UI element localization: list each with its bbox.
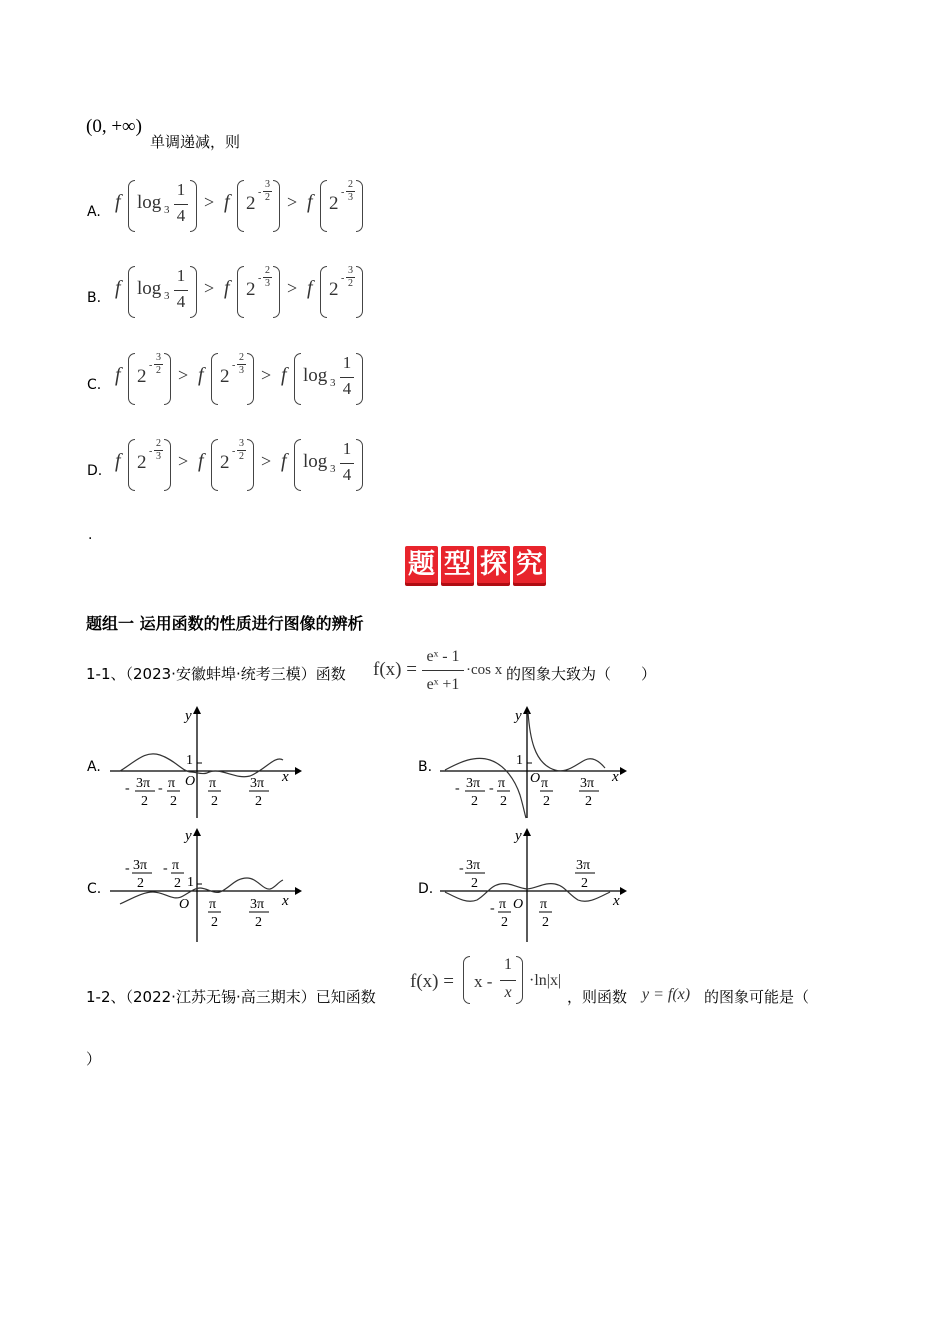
tick-minus: - — [459, 861, 464, 876]
tick-3pi: 3π — [136, 776, 151, 791]
base-two: 2 — [329, 279, 339, 300]
exp-den: 2 — [348, 278, 353, 289]
graph-c — [105, 822, 305, 944]
tick-2: 2 — [255, 794, 262, 809]
exp-num: 3 — [348, 265, 353, 276]
graph-b — [435, 700, 635, 820]
left-paren — [128, 439, 135, 491]
greater-than: > — [261, 451, 272, 471]
q1-func-lhs: f(x) = — [373, 659, 417, 680]
frac-num: 1 — [342, 439, 352, 458]
banner-char: 题 — [405, 546, 438, 583]
tick-2: 2 — [211, 794, 218, 809]
tick-2: 2 — [581, 876, 588, 891]
base-two: 2 — [329, 193, 339, 214]
func-f: f — [307, 277, 313, 299]
tick-2: 2 — [137, 876, 144, 891]
graph-label-c: C. — [87, 881, 102, 897]
frac-den: 4 — [176, 292, 186, 311]
frac-den: 4 — [176, 206, 186, 225]
tick-pi: π — [498, 776, 506, 791]
graph-label-d: D. — [418, 881, 434, 897]
one-label: 1 — [187, 875, 194, 890]
axis-y-label: y — [185, 828, 192, 844]
q2-x-minus: x - — [474, 972, 493, 991]
q2-y-eq: y = f(x) — [642, 986, 691, 1003]
q2-mid: ，则函数 — [567, 988, 628, 1006]
base-two: 2 — [246, 279, 256, 300]
one-label: 1 — [516, 753, 523, 768]
q1-numerator: eˣ - 1 — [426, 648, 460, 665]
y-arrow — [193, 706, 201, 714]
exp-minus: - — [341, 187, 345, 198]
origin-label: O — [179, 897, 190, 912]
func-f: f — [224, 277, 230, 299]
exp-minus: - — [258, 187, 262, 198]
right-paren — [273, 180, 280, 232]
exp-minus: - — [149, 360, 153, 371]
log-text: log — [137, 278, 162, 299]
option-label: B. — [87, 290, 102, 306]
option-label: A. — [87, 204, 101, 220]
q2-suffix: 的图象可能是（ — [704, 988, 810, 1006]
dot-mark: . — [88, 527, 93, 543]
frac-bar — [340, 377, 354, 378]
right-paren — [247, 353, 254, 405]
greater-than: > — [178, 365, 189, 385]
axis-x-label: x — [282, 769, 289, 785]
x-arrow — [620, 767, 627, 775]
graph-label-b: B. — [418, 759, 433, 775]
left-paren — [463, 956, 470, 1004]
base-two: 2 — [137, 366, 147, 387]
right-paren — [356, 266, 363, 318]
right-paren — [190, 266, 197, 318]
tick-pi: π — [172, 858, 180, 873]
func-f: f — [115, 191, 121, 213]
one-label: 1 — [186, 753, 193, 768]
exp-num: 2 — [239, 352, 244, 363]
q2-frac-num: 1 — [504, 956, 512, 973]
func-f: f — [281, 364, 287, 386]
exp-den: 2 — [156, 365, 161, 376]
graph-label-a: A. — [87, 759, 101, 775]
tick-minus: - — [490, 901, 495, 916]
origin-label: O — [530, 771, 541, 786]
log-text: log — [303, 365, 328, 386]
tick-2: 2 — [174, 876, 181, 891]
left-paren — [237, 180, 244, 232]
curve-right — [528, 712, 605, 771]
q1-fraction-bar — [422, 670, 464, 671]
right-paren — [516, 956, 523, 1004]
q1-cos: ·cos x — [466, 662, 503, 678]
right-paren — [247, 439, 254, 491]
axis-x-label: x — [613, 893, 620, 909]
log-text: log — [303, 451, 328, 472]
exp-num: 3 — [156, 352, 161, 363]
tick-pi: π — [168, 776, 176, 791]
right-paren — [190, 180, 197, 232]
x-arrow — [295, 767, 302, 775]
greater-than: > — [287, 278, 298, 298]
q1-prefix: 1-1、（2023·安徽蚌埠·统考三模）函数 — [86, 665, 346, 683]
tick-2: 2 — [543, 794, 550, 809]
q2-prefix: 1-2、（2022·江苏无锡·高三期末）已知函数 — [86, 988, 376, 1006]
frac-num: 1 — [176, 180, 186, 199]
frac-den: 4 — [342, 465, 352, 484]
exp-minus: - — [341, 273, 345, 284]
func-f: f — [307, 191, 313, 213]
tick-2: 2 — [471, 794, 478, 809]
func-f: f — [115, 450, 121, 472]
left-paren — [320, 180, 327, 232]
tick-minus: - — [163, 861, 168, 876]
exp-minus: - — [232, 446, 236, 457]
tick-3pi: 3π — [250, 776, 265, 791]
left-paren — [128, 180, 135, 232]
log-base: 3 — [164, 290, 170, 302]
tick-pi: π — [209, 897, 217, 912]
greater-than: > — [204, 192, 215, 212]
exp-num: 2 — [265, 265, 270, 276]
log-base: 3 — [164, 204, 170, 216]
tick-2: 2 — [170, 794, 177, 809]
log-base: 3 — [330, 463, 336, 475]
left-paren — [294, 353, 301, 405]
frac-den: 4 — [342, 379, 352, 398]
exp-num: 2 — [348, 179, 353, 190]
right-paren — [273, 266, 280, 318]
origin-label: O — [513, 897, 524, 912]
left-paren — [211, 353, 218, 405]
q2-frac-den: x — [504, 984, 512, 1001]
tick-2: 2 — [211, 915, 218, 930]
right-paren — [164, 439, 171, 491]
exp-den: 2 — [239, 451, 244, 462]
axis-x-label: x — [612, 769, 619, 785]
tick-3pi: 3π — [466, 858, 481, 873]
right-paren — [356, 439, 363, 491]
left-paren — [128, 353, 135, 405]
axis-x-label: x — [282, 893, 289, 909]
y-arrow — [523, 706, 531, 714]
interval: (0, +∞) — [86, 116, 142, 137]
greater-than: > — [287, 192, 298, 212]
tick-3pi: 3π — [466, 776, 481, 791]
exp-den: 3 — [265, 278, 270, 289]
frac-num: 1 — [342, 353, 352, 372]
q1-denominator: eˣ +1 — [426, 676, 460, 693]
origin-label: O — [185, 774, 196, 789]
tick-3pi: 3π — [250, 897, 265, 912]
tick-2: 2 — [501, 915, 508, 930]
section-banner — [405, 546, 546, 583]
exp-den: 3 — [156, 451, 161, 462]
intro-text: 单调递减，则 — [150, 133, 241, 151]
q2-ln: ·ln|x| — [529, 972, 562, 989]
banner-char: 究 — [513, 546, 546, 583]
exp-num: 2 — [156, 438, 161, 449]
tick-minus: - — [489, 781, 494, 796]
frac-bar — [174, 290, 188, 291]
q1-suffix: 的图象大致为（ ） — [506, 665, 657, 683]
exp-num: 3 — [239, 438, 244, 449]
tick-minus: - — [125, 861, 130, 876]
frac-bar — [340, 463, 354, 464]
banner-char: 探 — [477, 546, 510, 583]
tick-2: 2 — [255, 915, 262, 930]
greater-than: > — [204, 278, 215, 298]
left-paren — [320, 266, 327, 318]
right-paren — [164, 353, 171, 405]
curve — [120, 754, 283, 777]
greater-than: > — [178, 451, 189, 471]
tick-minus: - — [158, 781, 163, 796]
tick-2: 2 — [585, 794, 592, 809]
tick-pi: π — [541, 776, 549, 791]
tick-2: 2 — [500, 794, 507, 809]
y-arrow — [193, 828, 201, 836]
tick-minus: - — [455, 781, 460, 796]
frac-num: 1 — [176, 266, 186, 285]
tick-2: 2 — [542, 915, 549, 930]
axis-y-label: y — [515, 828, 522, 844]
left-paren — [211, 439, 218, 491]
tick-3pi: 3π — [576, 858, 591, 873]
x-arrow — [295, 887, 302, 895]
tick-pi: π — [499, 897, 507, 912]
exp-num: 3 — [265, 179, 270, 190]
graph-d — [435, 822, 635, 944]
func-f: f — [224, 191, 230, 213]
tick-2: 2 — [141, 794, 148, 809]
axis-y-label: y — [185, 708, 192, 724]
option-label: D. — [87, 463, 103, 479]
tick-3pi: 3π — [133, 858, 148, 873]
q2-func-lhs: f(x) = — [410, 971, 454, 992]
base-two: 2 — [137, 452, 147, 473]
tick-pi: π — [209, 776, 217, 791]
tick-2: 2 — [471, 876, 478, 891]
tick-3pi: 3π — [580, 776, 595, 791]
tick-minus: - — [125, 781, 130, 796]
func-f: f — [281, 450, 287, 472]
axis-y-label: y — [515, 708, 522, 724]
frac-bar — [174, 204, 188, 205]
base-two: 2 — [220, 452, 230, 473]
graph-a — [105, 700, 305, 820]
section-heading: 题组一 运用函数的性质进行图像的辨析 — [86, 614, 364, 633]
func-f: f — [198, 364, 204, 386]
option-label: C. — [87, 377, 102, 393]
exp-minus: - — [258, 273, 262, 284]
right-paren — [356, 353, 363, 405]
left-paren — [294, 439, 301, 491]
log-text: log — [137, 192, 162, 213]
tick-pi: π — [540, 897, 548, 912]
exp-den: 2 — [265, 192, 270, 203]
exp-minus: - — [149, 446, 153, 457]
left-paren — [237, 266, 244, 318]
func-f: f — [115, 277, 121, 299]
base-two: 2 — [246, 193, 256, 214]
right-paren — [356, 180, 363, 232]
q2-close: ） — [86, 1050, 102, 1068]
exp-den: 3 — [239, 365, 244, 376]
func-f: f — [115, 364, 121, 386]
banner-char: 型 — [441, 546, 474, 583]
q2-frac-bar — [500, 980, 516, 981]
exp-den: 3 — [348, 192, 353, 203]
y-arrow — [523, 828, 531, 836]
exp-minus: - — [232, 360, 236, 371]
x-arrow — [620, 887, 627, 895]
func-f: f — [198, 450, 204, 472]
log-base: 3 — [330, 377, 336, 389]
left-paren — [128, 266, 135, 318]
greater-than: > — [261, 365, 272, 385]
base-two: 2 — [220, 366, 230, 387]
